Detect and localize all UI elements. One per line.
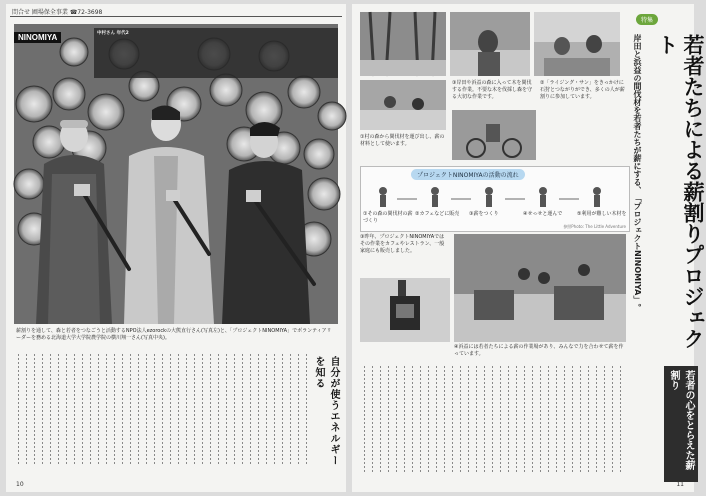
feature-title: 若者たちによる薪割りプロジェクト <box>655 34 706 349</box>
photo-woodcut <box>450 12 530 76</box>
caption-e: ④浜益には若者たちによる薪の作業場があり、みんなで力を合わせて薪を作っています。 <box>454 344 624 357</box>
main-photo <box>14 24 338 324</box>
left-page-number: 10 <box>16 481 24 488</box>
ninomiya-logo-tag: NINOMIYA <box>14 32 61 43</box>
flow-step-4: ②カフェなどに販売 <box>415 211 460 217</box>
photo-stove <box>360 278 450 342</box>
left-page <box>6 4 346 492</box>
left-body-text <box>16 354 336 474</box>
left-header: 問合せ 圃場保全事業 ☎72-3698 <box>12 9 103 16</box>
caption-c: ②「ライジング・サン」をきっかけに石狩とつながりができ、多くの人が薪割りに参加しています。 <box>540 80 625 100</box>
feature-subtitle: 岸田と浜益の間伐材を若者たちが薪にする、「プロジェクトNINOMIYA」。 <box>633 34 642 312</box>
photo-bike <box>452 110 536 160</box>
caption-d: ③昨年、プロジェクトNINOMIYAではその作業をカフェやレストラン、一般家庭にも販売しました。 <box>360 234 445 254</box>
right-page <box>352 4 706 492</box>
right-body-text <box>362 366 632 476</box>
right-section-heading: 若者の心をとらえた薪割り <box>664 366 698 482</box>
corner-tag: 特集 <box>636 14 658 25</box>
photo-indoor <box>534 12 620 76</box>
flow-step-2: ④せっせと運んで <box>523 211 563 217</box>
photo-workers <box>360 80 446 130</box>
intro-heading: 中村さん 年代2 <box>97 31 129 36</box>
photo-forest <box>360 12 446 76</box>
flow-step-1: ⑤利用が難しい木材を <box>577 211 627 217</box>
caption-b: ①村の森から間伐材を運び出し、薪の材料として使います。 <box>360 134 445 147</box>
flow-diagram <box>360 166 630 232</box>
header-rule <box>10 16 342 17</box>
photo-caption: 薪割りを通して、森と若者をつなごうと活動するNPO法人ezorockの大熊直行さん(写真左)と、「プロジェクトNINOMIYA」でボランティアリーダーを務める北海道大学大学院農学院の横川翔一さん(写真中央)。 <box>16 328 332 341</box>
left-section-heading: 自分が使うエネルギーを知る <box>313 356 339 466</box>
right-page-number: 11 <box>676 481 684 488</box>
caption-a: ③岸田や浜益の森に入って木を間伐する作業。不要な木を伐採し森を守る大切な作業です。 <box>452 80 533 100</box>
photo-wood-yard <box>454 234 626 342</box>
flow-step-3: ③薪をつくり <box>469 211 499 217</box>
flow-title: プロジェクトNINOMIYAの活動の流れ <box>411 169 525 180</box>
flow-step-5: ①その森の間伐材の薪づくり <box>363 211 413 224</box>
flow-credit: 参照Photo: The Little Adventure <box>563 224 626 229</box>
intro-box <box>94 28 338 78</box>
